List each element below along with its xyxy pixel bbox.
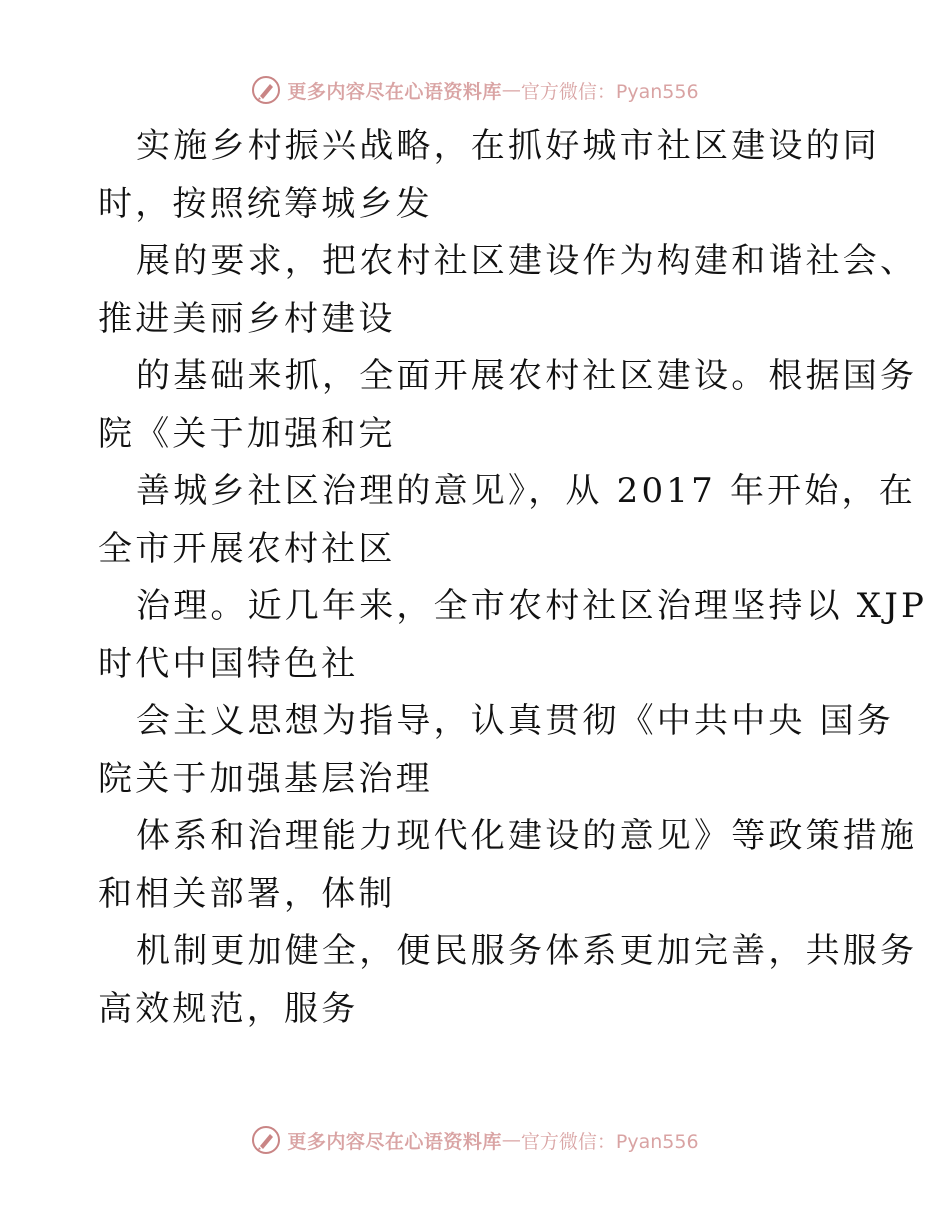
watermark-site-text: 更多内容尽在心语资料库	[287, 1130, 502, 1153]
header-watermark	[0, 72, 950, 108]
document-body	[98, 118, 928, 1038]
body-line: 全市开展农村社区	[98, 528, 396, 569]
watermark-dash: —	[501, 79, 521, 101]
body-line: 展的要求，把农村社区建设作为构建和谐社会、	[136, 241, 918, 281]
body-line: 高效规范，服务	[98, 988, 359, 1029]
watermark-brand	[251, 1125, 698, 1155]
body-line: 会主义思想为指导，认真贯彻《中共中央 国务	[136, 701, 895, 741]
watermark-site-text: 更多内容尽在心语资料库	[287, 80, 502, 103]
body-line: 院关于加强基层治理	[98, 758, 433, 799]
body-line: 治理。近几年来，全市农村社区治理坚持以 XJP	[136, 586, 928, 626]
pen-logo-icon	[251, 1125, 281, 1155]
body-line: 体系和治理能力现代化建设的意见》等政策措施	[136, 816, 918, 856]
footer-watermark	[0, 1122, 950, 1158]
watermark-contact-text: 官方微信：Pyan556	[520, 80, 699, 103]
body-line: 善城乡社区治理的意见》，从 2017 年开始，在	[136, 471, 916, 511]
body-line: 时，按照统筹城乡发	[98, 183, 433, 224]
watermark-dash: —	[501, 1129, 521, 1151]
pen-logo-icon	[251, 75, 281, 105]
body-line: 时代中国特色社	[98, 643, 359, 684]
body-line: 机制更加健全，便民服务体系更加完善，共服务	[136, 931, 918, 971]
body-line: 实施乡村振兴战略，在抓好城市社区建设的同	[136, 126, 880, 166]
watermark-brand	[251, 75, 698, 105]
body-line: 和相关部署，体制	[98, 873, 396, 914]
body-line: 的基础来抓，全面开展农村社区建设。根据国务	[136, 356, 918, 396]
body-line: 推进美丽乡村建设	[98, 298, 396, 339]
body-line: 院《关于加强和完	[98, 413, 396, 454]
watermark-contact-text: 官方微信：Pyan556	[520, 1130, 699, 1153]
